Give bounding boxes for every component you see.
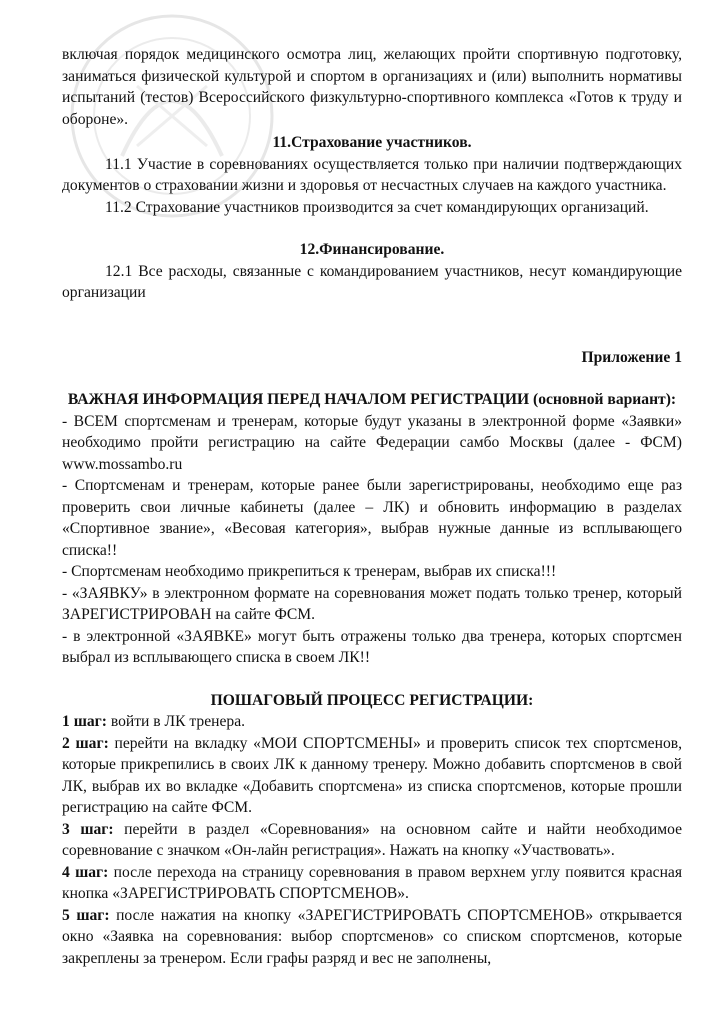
- step-text: перейти в раздел «Соревнования» на основном сайте и найти необходимое соревнование с значком «Он-лайн регистрация». Нажать на кнопку «Участвовать».: [62, 820, 682, 859]
- step-item: [62, 862, 682, 905]
- section12-p1: 12.1 Все расходы, связанные с командированием участников, несут командирующие организации: [62, 262, 682, 301]
- list-item: - ВСЕМ спортсменам и тренерам, которые будут указаны в электронной форме «Заявки» необходимо пройти регистрацию на сайте Федерации самбо Москвы (далее - ФСМ) www.mossambo.ru: [62, 412, 682, 473]
- appendix-label: Приложение 1: [581, 348, 682, 366]
- step-item: [62, 733, 682, 819]
- step-label: 4 шаг:: [62, 863, 109, 881]
- list-item: - «ЗАЯВКУ» в электронном формате на соревнования может подать только тренер, который ЗАРЕГИСТРИРОВАН на сайте ФСМ.: [62, 584, 682, 623]
- step-label: 5 шаг:: [62, 906, 110, 924]
- step-item: [62, 819, 682, 862]
- list-item: - в электронной «ЗАЯВКЕ» могут быть отражены только два тренера, которых спортсмен выбрал из всплывающего списка в своем ЛК!!: [62, 627, 682, 666]
- list-item: - Спортсменам и тренерам, которые ранее были зарегистрированы, необходимо еще раз проверить свои личные кабинеты (далее – ЛК) и обновить информацию в разделах «Спортивное звание», «Весовая категория», выбрав нужные данные из всплывающего списка!!: [62, 477, 682, 559]
- process-title: ПОШАГОВЫЙ ПРОЦЕСС РЕГИСТРАЦИИ:: [210, 691, 534, 709]
- step-label: 1 шаг:: [62, 713, 107, 730]
- step-item: [62, 905, 682, 970]
- step-label: 3 шаг:: [62, 820, 114, 838]
- section12-title: 12.Финансирование.: [299, 241, 445, 258]
- section11-intro: включая порядок медицинского осмотра лиц, желающих пройти спортивную подготовку, заниматься физической культурой и спортом в организациях и (или) выполнить нормативы испытаний (тестов) Всероссийского физкультурно-спортивного комплекса «Готов к труду и обороне».: [62, 46, 682, 128]
- step-item: [62, 711, 682, 733]
- section11-p1: 11.1 Участие в соревнованиях осуществляется только при наличии подтверждающих документов о страховании жизни и здоровья от несчастных случаев на каждого участника.: [62, 155, 682, 194]
- step-text: после нажатия на кнопку «ЗАРЕГИСТРИРОВАТЬ СПОРТСМЕНОВ» открывается окно «Заявка на соревнования: выбор спортсменов» со списком спортсменов, которые закреплены за тренером. Если графы разряд и вес не заполнены,: [62, 906, 682, 967]
- step-label: 2 шаг:: [62, 734, 109, 752]
- step-text: войти в ЛК тренера.: [106, 713, 246, 730]
- steps-list: [62, 711, 682, 969]
- document-page: [62, 0, 682, 969]
- section11-title: 11.Страхование участников.: [272, 134, 472, 151]
- step-text: после перехода на страницу соревнования в правом верхнем углу появится красная кнопка «ЗАРЕГИСТРИРОВАТЬ СПОРТСМЕНОВ».: [62, 863, 683, 902]
- important-info-list: [62, 411, 682, 669]
- important-info-title: ВАЖНАЯ ИНФОРМАЦИЯ ПЕРЕД НАЧАЛОМ РЕГИСТРАЦИИ (основной вариант):: [67, 391, 677, 408]
- list-item: - Спортсменам необходимо прикрепиться к тренерам, выбрав их списка!!!: [62, 563, 557, 580]
- section11-p2: 11.2 Страхование участников производится за счет командирующих организаций.: [105, 198, 649, 216]
- step-text: перейти на вкладку «МОИ СПОРТСМЕНЫ» и проверить список тех спортсменов, которые прикрепились в своих ЛК к данному тренеру. Можно добавить спортсменов в свой ЛК, выбрав их во вкладке «Добавить спортсмена» из списка спортсменов, которые прошли регистрацию на сайте ФСМ.: [62, 734, 682, 816]
